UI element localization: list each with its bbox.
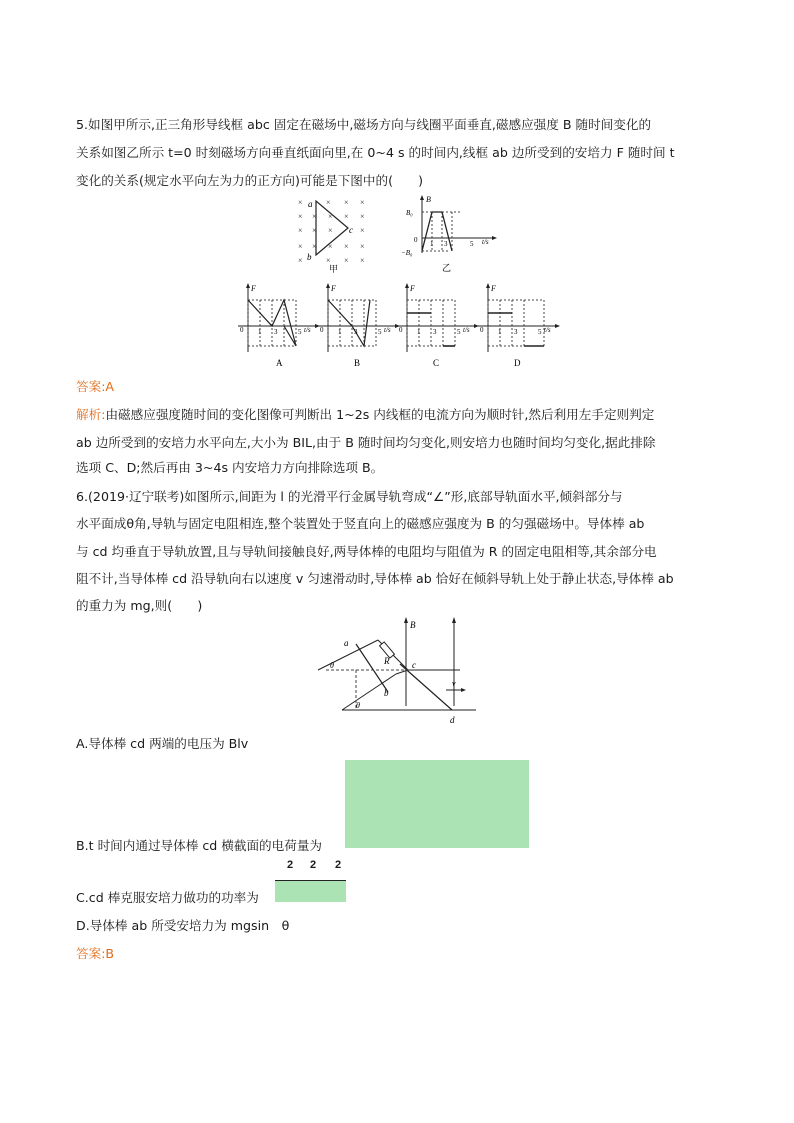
- q6-line-1: 6.(2019·辽宁联考)如图所示,间距为 l 的光滑平行金属导轨弯成“∠”形,底部导轨面水平,倾斜部分与: [76, 489, 623, 504]
- label-v: v: [452, 679, 456, 688]
- svg-text:t/s: t/s: [463, 326, 470, 334]
- svg-text:×: ×: [328, 242, 333, 251]
- label-r: R: [384, 656, 390, 666]
- svg-text:×: ×: [298, 242, 303, 251]
- q6-line-3: 与 cd 均垂直于导轨放置,且与导轨间接触良好,两导体棒的电阻均与阻值为 R 的固定电阻相等,其余部分电: [76, 544, 657, 559]
- svg-text:×: ×: [344, 242, 349, 251]
- svg-text:×: ×: [360, 242, 365, 251]
- svg-text:×: ×: [298, 256, 303, 265]
- svg-text:×: ×: [312, 242, 317, 251]
- svg-text:×: ×: [360, 198, 365, 207]
- label-a6: a: [344, 638, 349, 648]
- svg-text:×: ×: [360, 226, 365, 235]
- svg-text:×: ×: [328, 212, 333, 221]
- svg-text:×: ×: [298, 212, 303, 221]
- option-letter-a: A: [276, 358, 283, 368]
- svg-text:5: 5: [470, 240, 474, 248]
- label-c: c: [349, 225, 353, 235]
- q5-line-2: 关系如图乙所示 t=0 时刻磁场方向垂直纸面向里,在 0~4 s 的时间内,线框 ab 边所受到的安培力 F 随时间 t: [76, 145, 675, 160]
- option-graph-c: [397, 282, 482, 372]
- b-axis-label: B: [426, 195, 431, 204]
- svg-text:×: ×: [360, 256, 365, 265]
- rod-cd: [400, 664, 452, 710]
- svg-text:0: 0: [240, 326, 244, 334]
- svg-text:×: ×: [312, 212, 317, 221]
- q5-analysis-line-2: ab 边所受到的安培力水平向左,大小为 BIL,由于 B 随时间均匀变化,则安培力也随时间均匀变化,据此排除: [76, 435, 656, 450]
- svg-text:×: ×: [344, 256, 349, 265]
- figure-jia: [296, 193, 376, 273]
- svg-text:t/s: t/s: [544, 326, 551, 334]
- fraction-bar: [275, 880, 346, 881]
- label-d6: d: [450, 715, 455, 725]
- svg-text:×: ×: [326, 198, 331, 207]
- q6-option-c: C.cd 棒克服安培力做功的功率为: [76, 890, 259, 905]
- q6-line-2: 水平面成θ角,导轨与固定电阻相连,整个装置处于竖直向上的磁感应强度为 B 的匀强磁场中。导体棒 ab: [76, 516, 645, 531]
- svg-text:1: 1: [417, 328, 421, 336]
- svg-text:1: 1: [258, 328, 262, 336]
- q5-analysis-line-3: 选项 C、D;然后再由 3~4s 内安培力方向排除选项 B。: [76, 460, 384, 475]
- svg-text:×: ×: [326, 256, 331, 265]
- svg-text:t/s: t/s: [304, 326, 311, 334]
- svg-text:3: 3: [354, 328, 358, 336]
- option-graph-d: [478, 282, 563, 372]
- svg-text:3: 3: [514, 328, 518, 336]
- q5-analysis-line-1: 解析:由磁感应强度随时间的变化图像可判断出 1~2s 内线框的电流方向为顺时针,然后利用左手定则判定: [76, 407, 655, 422]
- caption-jia: 甲: [329, 264, 339, 273]
- svg-text:3: 3: [274, 328, 278, 336]
- svg-text:t/s: t/s: [482, 238, 489, 246]
- svg-text:×: ×: [344, 198, 349, 207]
- svg-text:×: ×: [312, 226, 317, 235]
- svg-text:5: 5: [298, 328, 302, 336]
- q6-answer: 答案:B: [76, 946, 115, 961]
- svg-text:F: F: [491, 284, 496, 293]
- svg-text:F: F: [410, 284, 415, 293]
- b0-label: B₀: [406, 209, 413, 217]
- caption-yi: 乙: [442, 263, 452, 273]
- b-curve: [422, 212, 452, 251]
- option-graph-b: [318, 282, 403, 372]
- svg-text:×: ×: [360, 212, 365, 221]
- label-c6: c: [412, 660, 416, 670]
- svg-text:t/s: t/s: [384, 326, 391, 334]
- label-b: b: [307, 252, 312, 262]
- svg-text:0: 0: [399, 326, 403, 334]
- q5-answer: 答案:A: [76, 379, 115, 394]
- svg-text:5: 5: [538, 328, 542, 336]
- label-theta-2: θ: [356, 701, 360, 710]
- svg-text:5: 5: [378, 328, 382, 336]
- q5-line-1: 5.如图甲所示,正三角形导线框 abc 固定在磁场中,磁场方向与线圈平面垂直,磁感应强度 B 随时间变化的: [76, 117, 652, 132]
- svg-text:×: ×: [298, 226, 303, 235]
- q6-option-b: B.t 时间内通过导体棒 cd 横截面的电荷量为: [76, 838, 323, 853]
- formula-placeholder-b: [345, 760, 529, 848]
- q6-line-4: 阻不计,当导体棒 cd 沿导轨向右以速度 v 匀速滑动时,导体棒 ab 恰好在倾斜导轨上处于静止状态,导体棒 ab: [76, 571, 674, 586]
- svg-text:3: 3: [444, 240, 448, 248]
- formula-placeholder-c: [275, 880, 346, 902]
- rod-ab: [356, 644, 388, 692]
- label-theta-1: θ: [330, 661, 334, 670]
- label-a: a: [308, 199, 313, 209]
- svg-text:5: 5: [457, 328, 461, 336]
- neg-b0-label: −B₀: [401, 249, 413, 257]
- option-letter-b: B: [354, 358, 361, 368]
- label-b6: b: [384, 688, 389, 698]
- svg-text:0: 0: [480, 326, 484, 334]
- q6-line-5: 的重力为 mg,则( ): [76, 598, 203, 613]
- svg-text:1: 1: [430, 240, 434, 248]
- svg-text:F: F: [251, 284, 256, 293]
- q6-option-d: D.导体棒 ab 所受安培力为 mgsin θ: [76, 918, 290, 933]
- label-b-field: B: [410, 620, 416, 630]
- svg-text:×: ×: [298, 198, 303, 207]
- option-letter-c: C: [433, 358, 440, 368]
- svg-text:1: 1: [498, 328, 502, 336]
- svg-text:F: F: [331, 284, 336, 293]
- option-graph-a: [238, 282, 323, 372]
- option-letter-d: D: [514, 358, 521, 368]
- analysis-label: 解析:: [76, 407, 106, 422]
- q6-option-a: A.导体棒 cd 两端的电压为 Blv: [76, 736, 249, 751]
- svg-text:0: 0: [320, 326, 324, 334]
- q5-line-3: 变化的关系(规定水平向左为力的正方向)可能是下图中的( ): [76, 173, 424, 188]
- svg-text:×: ×: [344, 212, 349, 221]
- figure-yi: [400, 193, 505, 275]
- svg-text:3: 3: [433, 328, 437, 336]
- svg-text:1: 1: [338, 328, 342, 336]
- svg-text:0: 0: [414, 236, 418, 244]
- svg-text:×: ×: [328, 226, 333, 235]
- figure-rails: [316, 614, 480, 726]
